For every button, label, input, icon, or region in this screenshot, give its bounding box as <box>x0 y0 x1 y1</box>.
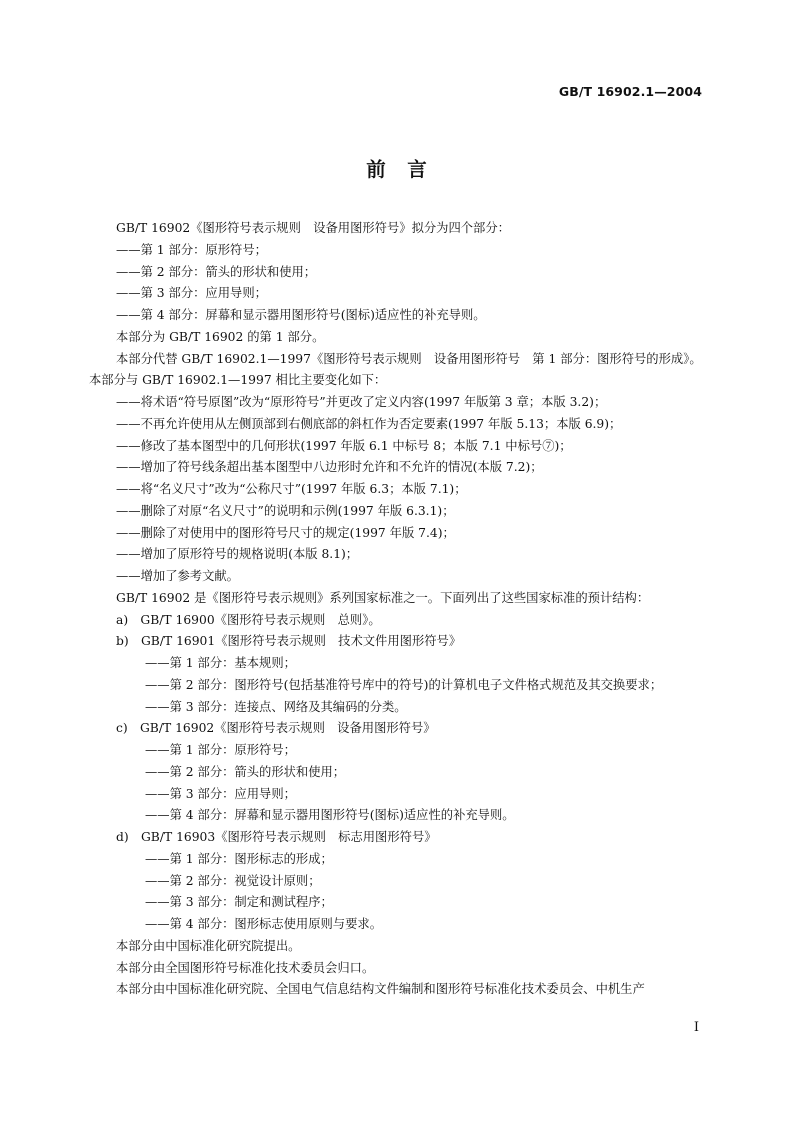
list-item: ——将“名义尺寸”改为“公称尺寸”(1997 年版 6.3；本版 7.1)； <box>116 482 467 496</box>
sub-list-item: ——第 2 部分：箭头的形状和使用； <box>145 764 346 779</box>
list-item: ——第 2 部分：箭头的形状和使用； <box>116 264 317 279</box>
list-item: ——将术语“符号原图”改为“原形符号”并更改了定义内容(1997 年版第 3 章；本版 3.2)； <box>116 395 607 409</box>
sub-list-item: ——第 2 部分：视觉设计原则； <box>145 873 321 888</box>
sub-list-item: ——第 4 部分：屏幕和显示器用图形符号(图标)适应性的补充导则。 <box>145 808 515 823</box>
list-item: ——增加了参考文献。 <box>116 569 239 583</box>
sub-list-item: ——第 3 部分：连接点、网络及其编码的分类。 <box>145 699 407 714</box>
standard-number: GB/T 16902.1—2004 <box>558 84 702 99</box>
structure-item-a: a) GB/T 16900《图形符号表示规则 总则》。 <box>116 612 381 627</box>
paragraph: GB/T 16902《图形符号表示规则 设备用图形符号》拟分为四个部分： <box>116 221 510 235</box>
sub-list-item: ——第 3 部分：制定和测试程序； <box>145 895 333 910</box>
page-title: 前 言 <box>366 158 428 181</box>
list-item: ——删除了对原“名义尺寸”的说明和示例(1997 年版 6.3.1)； <box>116 503 455 518</box>
paragraph: GB/T 16902 是《图形符号表示规则》系列国家标准之一。下面列出了这些国家标准的预计结构： <box>116 590 650 605</box>
list-item: ——删除了对使用中的图形符号尺寸的规定(1997 年版 7.4)； <box>116 525 455 540</box>
sub-list-item: ——第 1 部分：图形标志的形成； <box>145 851 333 866</box>
structure-item-b: b) GB/T 16901《图形符号表示规则 技术文件用图形符号》 <box>116 634 462 649</box>
list-item: ——不再允许使用从左侧顶部到右侧底部的斜杠作为否定要素(1997 年版 5.13；本版 6.9)； <box>116 416 622 431</box>
sub-list-item: ——第 1 部分：原形符号； <box>145 743 296 757</box>
structure-item-c: c) GB/T 16902《图形符号表示规则 设备用图形符号》 <box>116 721 436 736</box>
sub-list-item: ——第 1 部分：基本规则； <box>145 656 296 670</box>
sub-list-item: ——第 3 部分：应用导则； <box>145 786 296 801</box>
sub-list-item: ——第 2 部分：图形符号(包括基准符号库中的符号)的计算机电子文件格式规范及其交换要求； <box>145 677 663 692</box>
list-item: ——增加了原形符号的规格说明(本版 8.1)； <box>116 547 359 562</box>
paragraph: 本部分为 GB/T 16902 的第 1 部分。 <box>116 329 325 344</box>
paragraph: 本部分由中国标准化研究院提出。 <box>116 938 301 953</box>
list-item: ——修改了基本图型中的几何形状(1997 年版 6.1 中标号 8；本版 7.1 中标号⑦)； <box>116 438 572 453</box>
structure-item-d: d) GB/T 16903《图形符号表示规则 标志用图形符号》 <box>116 830 437 844</box>
paragraph: 本部分由中国标准化研究院、全国电气信息结构文件编制和图形符号标准化技术委员会、中机生产 <box>116 982 645 997</box>
paragraph: 本部分由全国图形符号标准化技术委员会归口。 <box>116 960 375 975</box>
list-item: ——第 4 部分：屏幕和显示器用图形符号(图标)适应性的补充导则。 <box>116 308 486 322</box>
foreword-body <box>89 218 705 1001</box>
list-item: ——增加了符号线条超出基本图型中八边形时允许和不允许的情况(本版 7.2)； <box>116 460 543 475</box>
list-item: ——第 1 部分：原形符号； <box>116 242 267 257</box>
sub-list-item: ——第 4 部分：图形标志使用原则与要求。 <box>145 917 382 931</box>
paragraph: 本部分代替 GB/T 16902.1—1997《图形符号表示规则 设备用图形符号 第 1 部分：图形符号的形成》。本部分与 GB/T 16902.1—1997 相比主要变化如下： <box>89 351 702 388</box>
page-number: I <box>693 1020 699 1035</box>
list-item: ——第 3 部分：应用导则； <box>116 286 267 301</box>
